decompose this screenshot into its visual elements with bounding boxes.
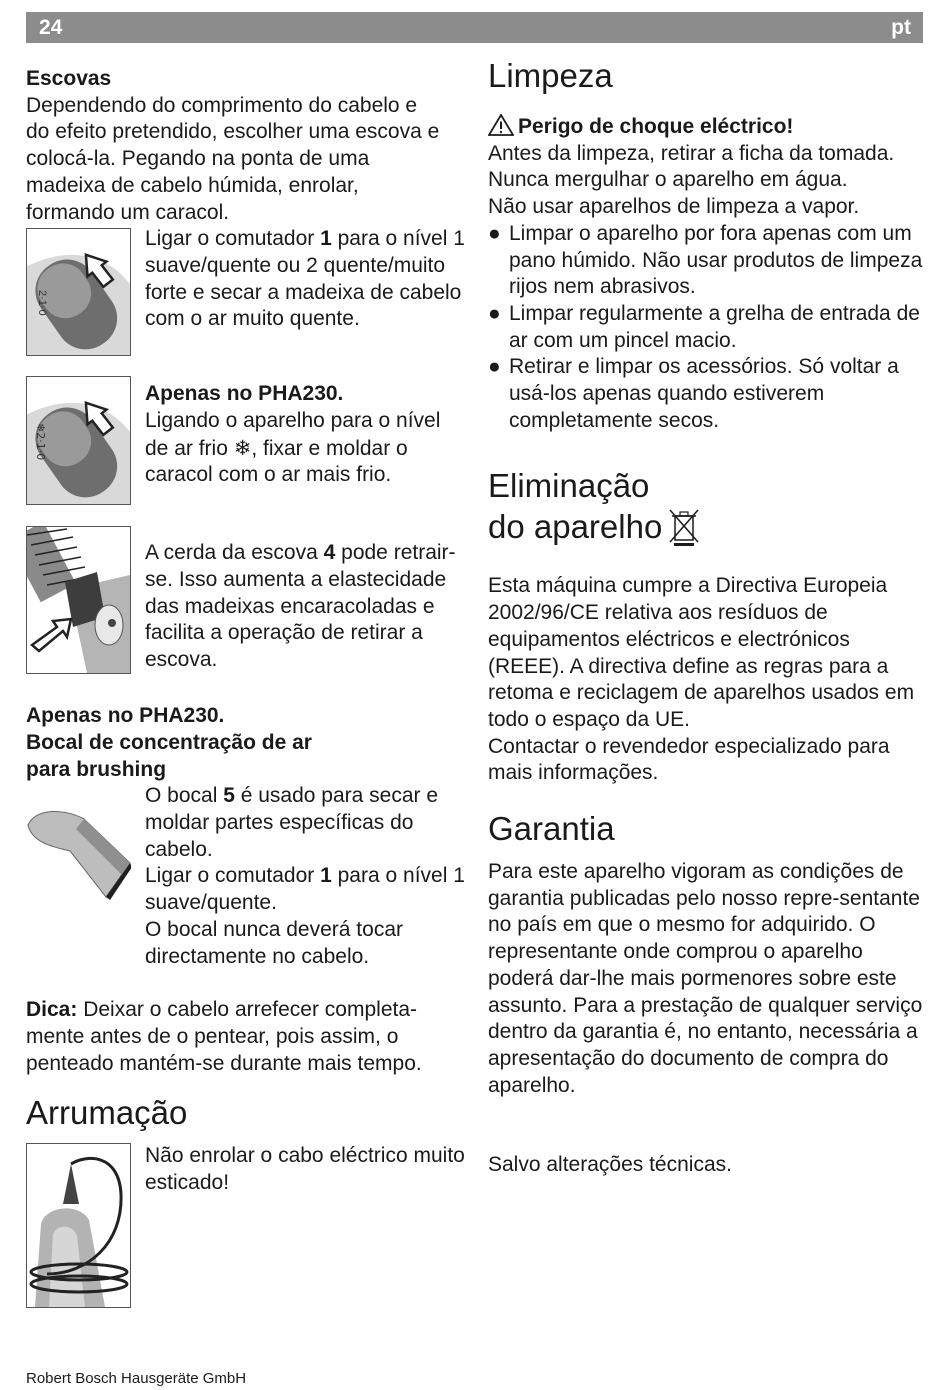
bristle-number-ref: 4: [323, 541, 336, 565]
crossed-bin-icon: [668, 506, 700, 546]
nozzle-text-2a: Ligar o comutador: [145, 864, 321, 888]
nozzle-illustration: [26, 805, 131, 900]
cold-air-text-b: , fixar e moldar o caracol com o ar mais frio.: [145, 436, 408, 487]
warning-text: Perigo de choque eléctrico!: [518, 115, 794, 138]
cord-storage-illustration: [26, 1143, 131, 1308]
tip-text: Deixar o cabelo arrefecer completa-mente antes de o pentear, pois assim, o penteado mantém-se durante mais tempo.: [26, 998, 422, 1075]
cold-air-figure-row: [26, 376, 466, 526]
nozzle-heading-line-1: Apenas no PHA230.: [26, 704, 225, 728]
technical-changes-note: Salvo alterações técnicas.: [488, 1153, 732, 1177]
brushes-intro: Dependendo do comprimento do cabelo e do efeito pretendido, escolher uma escova e colocá-la. Pegando na ponta de uma madeixa de cabelo húmida, enrolar, formando um caracol.: [26, 93, 440, 224]
bristle-text-b: pode retrair-se. Isso aumenta a elastecidade das madeixas encaracoladas e facilita a operação de retirar a escova.: [145, 541, 456, 672]
brushes-heading: Escovas: [26, 67, 112, 90]
nozzle-text-1b: é usado para secar e moldar partes específicas do cabelo.: [145, 784, 439, 861]
brush-bristle-illustration: [26, 526, 131, 674]
nozzle-text-1a: O bocal: [145, 784, 224, 808]
left-column: [26, 66, 466, 1313]
page-number: 24: [39, 16, 63, 39]
switch-step-text-a: Ligar o comutador: [145, 227, 321, 251]
switch-illustration: [26, 228, 131, 356]
bullet-dot: ●: [488, 355, 501, 379]
switch-step-text-b: para o nível 1 suave/quente ou 2 quente/muito forte e secar a madeixa de cabelo com o ar muito quente.: [145, 227, 465, 331]
nozzle-text-3: O bocal nunca deverá tocar directamente no cabelo.: [145, 917, 403, 968]
nozzle-number-ref: 5: [223, 784, 235, 808]
bristle-text: [145, 526, 466, 674]
nozzle-figure-row: [26, 783, 466, 997]
cleaning-bullet-2: [488, 301, 939, 354]
cold-air-text: [145, 408, 466, 489]
cleaning-line-1: Antes da limpeza, retirar a ficha da tomada.: [488, 141, 895, 165]
nozzle-heading-line-2: Bocal de concentração de ar: [26, 730, 312, 754]
switch-figure-row: [26, 226, 466, 376]
cleaning-bullet-3: [488, 354, 929, 434]
pha230-heading: Apenas no PHA230.: [145, 382, 344, 406]
tip-label: Dica:: [26, 998, 78, 1022]
cold-air-text-a: Ligando o aparelho para o nível de ar frio: [145, 408, 441, 460]
disposal-heading-line-1: Eliminação: [488, 467, 650, 505]
nozzle-text-2: [145, 863, 466, 916]
electric-shock-warning: [488, 114, 928, 141]
tip-paragraph: [26, 997, 451, 1077]
disposal-contact: Contactar o revendedor especializado para mais informações.: [488, 734, 890, 785]
cleaning-heading: Limpeza: [488, 57, 613, 94]
storage-figure-row: [26, 1143, 466, 1313]
switch-step-text: [145, 226, 466, 333]
nozzle-text-1: [145, 783, 466, 863]
disposal-text: Esta máquina cumpre a Directiva Europeia 2002/96/CE relativa aos resíduos de equipamentos eléctricos e electrónicos (REEE). A directiva define as regras para a retoma e reciclagem de aparelhos usados em todo o espaço da UE.: [488, 574, 915, 731]
bullet-dot: ●: [488, 221, 501, 245]
storage-text: Não enrolar o cabo eléctrico muito esticado!: [145, 1144, 465, 1195]
cleaning-line-3: Não usar aparelhos de limpeza a vapor.: [488, 195, 860, 219]
disposal-heading-text: do aparelho: [488, 508, 663, 546]
right-column: [488, 56, 928, 1179]
bristle-figure-row: [26, 526, 466, 703]
footer-company: Robert Bosch Hausgeräte GmbH: [26, 1370, 247, 1387]
language-code: pt: [891, 16, 911, 39]
cold-air-illustration: [26, 376, 131, 505]
cleaning-bullet-1: [488, 221, 924, 301]
snowflake-icon: ❄: [233, 435, 252, 460]
warranty-heading: Garantia: [488, 810, 615, 848]
cleaning-bullet-2-text: Limpar regularmente a grelha de entrada de ar com um pincel macio.: [509, 301, 920, 352]
cleaning-line-2: Nunca mergulhar o aparelho em água.: [488, 168, 848, 192]
warning-triangle-icon: [488, 114, 514, 136]
nozzle-heading-line-3: para brushing: [26, 757, 167, 781]
nozzle-switch-number-ref: 1: [320, 864, 332, 888]
disposal-heading-line-2: [488, 506, 928, 547]
svg-text:❄2·1·0: ❄2·1·0: [34, 423, 47, 461]
bristle-text-a: A cerda da escova: [145, 541, 324, 565]
nozzle-text-2b: para o nível 1 suave/quente.: [145, 864, 465, 915]
svg-text:2·1·0: 2·1·0: [36, 290, 48, 316]
cleaning-bullet-1-text: Limpar o aparelho por fora apenas com um pano húmido. Não usar produtos de limpeza rijos nem abrasivos.: [509, 221, 923, 299]
switch-number-ref: 1: [320, 227, 332, 251]
page-header-bar: [26, 12, 923, 43]
cleaning-bullet-3-text: Retirar e limpar os acessórios. Só voltar a usá-los apenas quando estiverem completamente secos.: [509, 355, 899, 432]
warranty-text: Para este aparelho vigoram as condições de garantia publicadas pelo nosso repre-sentante no país em que o mesmo for adquirido. O representante onde comprou o aparelho poderá dar-lhe mais pormenores sobre este assunto. Para a prestação de qualquer serviço dentro da garantia é, no entanto, necessária a apresentação do documento de compra do aparelho.: [488, 860, 923, 1097]
bullet-dot: ●: [488, 301, 501, 325]
storage-heading: Arrumação: [26, 1094, 188, 1132]
